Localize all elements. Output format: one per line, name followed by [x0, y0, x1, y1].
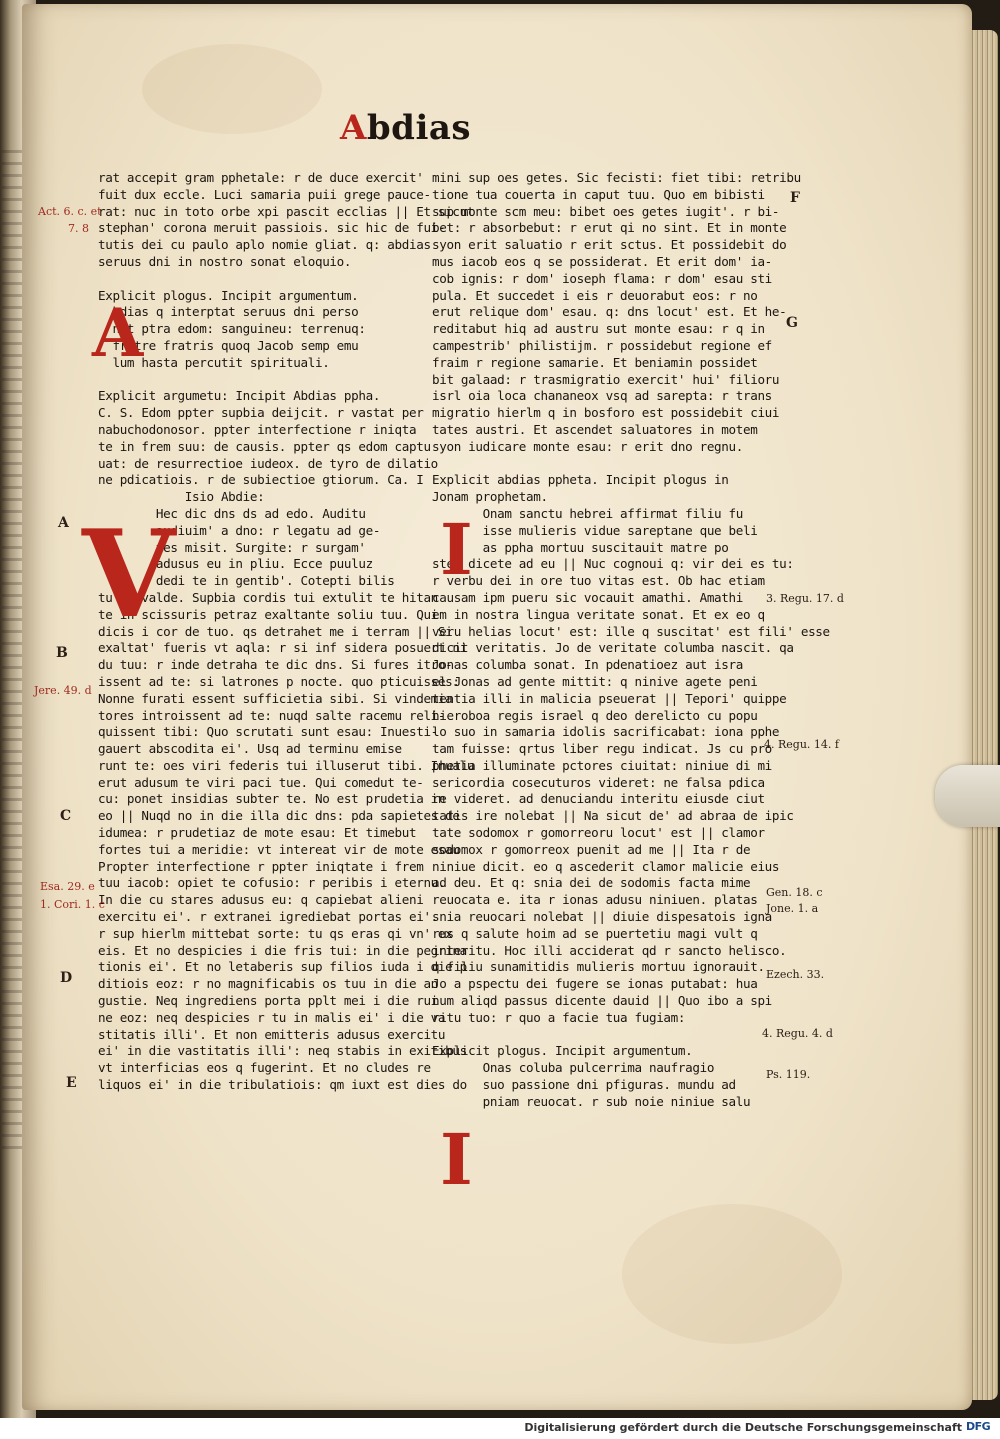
- left-column-line: [98, 271, 428, 288]
- left-column-line: rat: nuc in toto orbe xpi pascit ecclias || Et sicut: [98, 203, 475, 219]
- right-column-line: causam ipm pueru sic vocauit amathi. Amathi: [432, 589, 743, 605]
- left-column-line: dicis i cor de tuo. qs detrahet me i terram || Si: [98, 623, 453, 639]
- left-column-line: fuit dux eccle. Luci samaria puii grege pauce-: [98, 186, 431, 202]
- left-column-line: exercitu ei'. r extranei igrediebat portas ei'.: [98, 909, 438, 925]
- left-column-line: tionis ei'. Et no letaberis sup filios iuda i die p: [98, 959, 467, 975]
- margin-note-isa: Esa. 29. e: [40, 880, 95, 893]
- right-column-line: campestrib' philistijm. r possidebut regione ef: [432, 337, 772, 353]
- margin-note-jer: Jere. 49. d: [34, 684, 92, 697]
- right-column-line: mini sup oes getes. Sic fecisti: fiet tibi: retribu: [432, 170, 801, 185]
- right-column-line: rus q salute hoim ad se puertetiu magi vult q: [432, 925, 758, 941]
- left-column-line: stitatis illi'. Et non emitteris adusus exercitu: [98, 1026, 446, 1042]
- right-column-line: isrl oia loca chananeox vsq ad sarepta: r trans: [432, 388, 772, 404]
- dfg-logo: DFG: [966, 1420, 991, 1433]
- left-column-line: te in scissuris petraz exaltante soliu tuu. Qui: [98, 606, 438, 622]
- section-letter-c: C: [60, 808, 72, 824]
- right-column-line: cob ignis: r dom' ioseph flama: r dom' esau sti: [432, 270, 772, 286]
- right-column-line: tate sodomox r gomorreoru locut' est || clamor: [432, 825, 765, 841]
- left-column-line: seruus dni in nostro sonat eloquio.: [98, 253, 352, 269]
- right-column-line: reuocata e. ita r ionas adusu niniuen. platas: [432, 892, 758, 908]
- right-column-line: fraim r regione samarie. Et beniamin possidet: [432, 354, 758, 370]
- right-column-line: [432, 456, 762, 473]
- left-column-line: vt interficias eos q fugerint. Et no cludes re: [98, 1060, 431, 1076]
- left-column-line: gustie. Neq ingrediens porta pplt mei i die rui: [98, 993, 438, 1009]
- left-column-line: In die cu stares adusus eu: q capiebat alieni: [98, 892, 424, 908]
- left-column-line: erut adusum te viri paci tue. Qui comedut te-: [98, 774, 424, 790]
- right-column-line: ad deu. Et q: snia dei de sodomis facta mime: [432, 875, 751, 891]
- margin-note-4reg: 4. Regu. 14. f: [764, 738, 839, 751]
- margin-note-acts: Act. 6. c. et: [38, 205, 102, 218]
- left-column-line: te in frem suu: de causis. ppter qs edom captu: [98, 438, 431, 454]
- left-column-line: fratre fratris quoq Jacob semp emu: [98, 337, 359, 353]
- left-column-line: quissent tibi: Quo scrutati sunt esau: Inuesti-: [98, 724, 438, 740]
- right-column-line: re videret. ad denuciandu interitu eiusde ciut: [432, 791, 765, 807]
- paper-stain: [142, 44, 322, 134]
- right-column-line: syon erit saluatio r erit sctus. Et possidebit do: [432, 237, 787, 253]
- margin-note-ezek: Ezech. 33.: [766, 968, 825, 981]
- right-column-line: q filiu sunamitidis mulieris mortuu ignorauit.: [432, 959, 765, 975]
- section-letter-e: E: [66, 1075, 77, 1091]
- left-column-line: nat ptra edom: sanguineu: terrenuq:: [98, 321, 366, 337]
- left-column-line: tes misit. Surgite: r surgam': [98, 539, 366, 555]
- initial-v: V: [82, 504, 176, 645]
- left-column-line: idumea: r prudetiaz de mote esau: Et timebut: [98, 825, 417, 841]
- right-column-line: bit galaad: r trasmigratio exercit' hui' filioru: [432, 371, 780, 387]
- left-column-line: eo || Nuqd no in die illa dic dns: pda sapietes de: [98, 808, 460, 824]
- initial-a: A: [92, 294, 144, 372]
- left-column-line: eis. Et no despicies i die fris tui: in die pegrina: [98, 942, 467, 958]
- margin-note-acts-2: 7. 8: [68, 222, 89, 235]
- title-rest: bdias: [366, 108, 472, 148]
- left-column-line: tores introissent ad te: nuqd salte racemu reli-: [98, 707, 446, 723]
- left-column-line: uat: de resurrectioe iudeox. de tyro de dilatio: [98, 455, 438, 471]
- right-column-line: em in nostra lingua veritate sonat. Et ex eo q: [432, 606, 765, 622]
- left-column-line: cu: ponet insidias subter te. No est prudetia in: [98, 791, 446, 807]
- paper-stain: [622, 1204, 842, 1344]
- right-column-line: veru helias locut' est: ille q suscitat' est fili' esse: [432, 623, 830, 639]
- right-column-line: bet: r absorbebut: r erut qi no sint. Et in monte: [432, 220, 787, 236]
- left-column-line: C. S. Edom ppter supbia deijcit. r vastat per: [98, 405, 424, 421]
- left-column-line: dedi te in gentib'. Cotepti bilis: [98, 573, 395, 589]
- initial-i-argument: I: [440, 1118, 473, 1201]
- right-column-line: stea dicete ad eu || Nuc cognoui q: vir dei es tu:: [432, 556, 794, 572]
- left-column-line: ne pdicatiois. r de subiectioe gtiorum. Ca. I: [98, 472, 424, 488]
- right-column-line: phetia illuminate pctores ciuitat: niniue di mi: [432, 757, 772, 773]
- right-column-line: tentia illi in malicia pseuerat || Tepori' quippe: [432, 690, 787, 706]
- right-column-line: erut relique dom' esau. q: dns locut' est. Et he-: [432, 304, 787, 320]
- right-column-line: niniue dicit. eo q ascederit clamor malicie eius: [432, 858, 780, 874]
- left-column-line: fortes tui a meridie: vt intereat vir de mote esau: [98, 841, 460, 857]
- right-column-line: hieroboa regis israel q deo derelicto cu popu: [432, 707, 758, 723]
- left-column-line: tuu iacob: opiet te cofusio: r peribis i eternu.: [98, 875, 446, 891]
- left-column-line: Hec dic dns ds ad edo. Auditu: [98, 505, 366, 521]
- left-column-line: du tuu: r inde detraha te dic dns. Si fures itro-: [98, 657, 453, 673]
- left-column-line: gauert abscodita ei'. Usq ad terminu emise: [98, 741, 402, 757]
- margin-note-jon: Jone. 1. a: [766, 902, 819, 915]
- margin-note-cor: 1. Cori. 1. c: [40, 898, 105, 911]
- margin-note-4reg-b: 4. Regu. 4. d: [762, 1027, 833, 1040]
- left-column-line: r sup hierlm mittebat sorte: tu qs eras qi vn' ex: [98, 925, 453, 941]
- left-column-line: tutis dei cu paulo aplo nomie gliat. q: abdias: [98, 237, 431, 253]
- margin-note-gen: Gen. 18. c: [766, 886, 823, 899]
- left-column-line: runt te: oes viri federis tui illuserut tibi. Inualu: [98, 757, 475, 773]
- section-letter-f: F: [790, 190, 800, 206]
- right-column-line: pniam reuocat. r sub noie niniue salu: [432, 1093, 751, 1109]
- right-column-line: mus iacob eos q se possiderat. Et erit dom' ia-: [432, 253, 772, 269]
- left-column-line: ne eoz: neq despicies r tu in malis ei' i die va: [98, 1009, 446, 1025]
- right-column-line: Jo a pspectu dei fugere se ionas putabat: hua: [432, 976, 758, 992]
- right-column-line: ritu tuo: r quo a facie tua fugiam:: [432, 1009, 686, 1025]
- right-column-line: dicit veritatis. Jo de veritate columba nascit. qa: [432, 640, 794, 656]
- page-title: [340, 108, 471, 148]
- left-column-line: Propter interfectione r ppter iniqtate i frem: [98, 858, 424, 874]
- left-column-line: audiuim' a dno: r legatu ad ge-: [98, 522, 381, 538]
- footer-credit: Digitalisierung gefördert durch die Deutsche Forschungsgemeinschaft: [524, 1421, 962, 1434]
- right-column-line: tam fuisse: qrtus liber regu indicat. Js cu pro: [432, 741, 772, 757]
- right-column-line: interitu. Hoc illi acciderat qd r sancto helisco.: [432, 942, 787, 958]
- right-column-line: Jonas columba sonat. In pdenatioez aut isra: [432, 657, 743, 673]
- right-column-line: Explicit abdias ppheta. Incipit plogus in: [432, 472, 729, 488]
- right-column-line: migratio hierlm q in bosforo est possidebit ciui: [432, 405, 780, 421]
- section-letter-g: G: [786, 315, 798, 331]
- left-column-line: ei' in die vastitatis illi': neq stabis in exitibus: [98, 1043, 467, 1059]
- right-column-line: sericordia cosecuturos videret: ne falsa pdica: [432, 774, 765, 790]
- right-column-line: Onas coluba pulcerrima naufragio: [432, 1060, 715, 1076]
- right-column-line: snia reuocari nolebat || diuie dispesatois igna: [432, 909, 772, 925]
- left-column-line: bdias q interptat seruus dni perso: [98, 304, 359, 320]
- right-column-line: as ppha mortuu suscitauit matre po: [432, 539, 729, 555]
- left-column-line: Explicit plogus. Incipit argumentum.: [98, 287, 359, 303]
- page-tab-marker: [935, 765, 1000, 827]
- right-column-line: r verbu dei in ore tuo vitas est. Ob hac etiam: [432, 573, 765, 589]
- right-column-line: syon iudicare monte esau: r erit dno regnu.: [432, 438, 743, 454]
- left-column-line: adusus eu in pliu. Ecce puuluz: [98, 556, 373, 572]
- left-column-line: liquos ei' in die tribulatiois: qm iuxt est dies do: [98, 1077, 467, 1093]
- section-letter-b: B: [56, 645, 68, 661]
- right-column-line: [432, 1027, 762, 1044]
- left-column-line: stephan' corona meruit passiois. sic hic de fui-: [98, 220, 446, 236]
- right-column-line: tione tua couerta in caput tuu. Quo em bibisti: [432, 186, 765, 202]
- right-column-line: Jonam prophetam.: [432, 489, 548, 505]
- right-column-line: isse mulieris vidue sareptane que beli: [432, 522, 758, 538]
- right-column-line: el Jonas ad gente mittit: q ninive agete peni: [432, 673, 758, 689]
- right-column-line: suo passione dni pfiguras. mundu ad: [432, 1077, 736, 1093]
- right-column-line: pula. Et succedet i eis r deuorabut eos: r no: [432, 287, 758, 303]
- right-column-line: tates austri. Et ascendet saluatores in motem: [432, 421, 758, 437]
- left-column-line: nabuchodonosor. ppter interfectione r iniqta: [98, 421, 417, 437]
- left-column-line: [98, 372, 428, 389]
- left-column-line: tu es valde. Supbia cordis tui extulit te hitan: [98, 589, 438, 605]
- left-column-line: lum hasta percutit spirituali.: [98, 354, 330, 370]
- right-column-line: lo suo in samaria idolis sacrificabat: iona pphe: [432, 724, 780, 740]
- left-column-line: issent ad te: si latrones p nocte. quo pticuisses:: [98, 673, 460, 689]
- left-column-line: rat accepit gram pphetale: r de duce exercit': [98, 170, 424, 185]
- right-column-line: sodomox r gomorreox puenit ad me || Ita r de: [432, 841, 751, 857]
- margin-note-3reg: 3. Regu. 17. d: [766, 592, 844, 605]
- section-letter-d: D: [60, 970, 73, 986]
- title-initial: A: [340, 108, 367, 148]
- initial-i-prologue: I: [440, 508, 473, 591]
- right-column-line: Onam sanctu hebrei affirmat filiu fu: [432, 505, 743, 521]
- footer-bar: [0, 1418, 1000, 1439]
- left-column-line: Nonne furati essent sufficietia sibi. Si vindemia: [98, 690, 453, 706]
- right-column-line: tatis ire nolebat || Na sicut de' ad abraa de ipic: [432, 808, 794, 824]
- left-column-line: Explicit argumetu: Incipit Abdias ppha.: [98, 388, 381, 404]
- right-column-line: reditabut hiq ad austru sut monte esau: r q in: [432, 321, 765, 337]
- margin-note-ps: Ps. 119.: [766, 1068, 811, 1081]
- left-column-line: Isio Abdie:: [98, 489, 265, 505]
- right-column-line: sup monte scm meu: bibet oes getes iugit'. r bi-: [432, 203, 780, 219]
- right-column-line: Explicit plogus. Incipit argumentum.: [432, 1043, 693, 1059]
- right-column-line: num aliqd passus dicente dauid || Quo ibo a spi: [432, 993, 772, 1009]
- left-column-line: ditiois eoz: r no magnificabis os tuu in die an: [98, 976, 438, 992]
- section-letter-a: A: [58, 515, 69, 531]
- left-column-line: exaltat' fueris vt aqla: r si inf sidera posuert ni: [98, 640, 467, 656]
